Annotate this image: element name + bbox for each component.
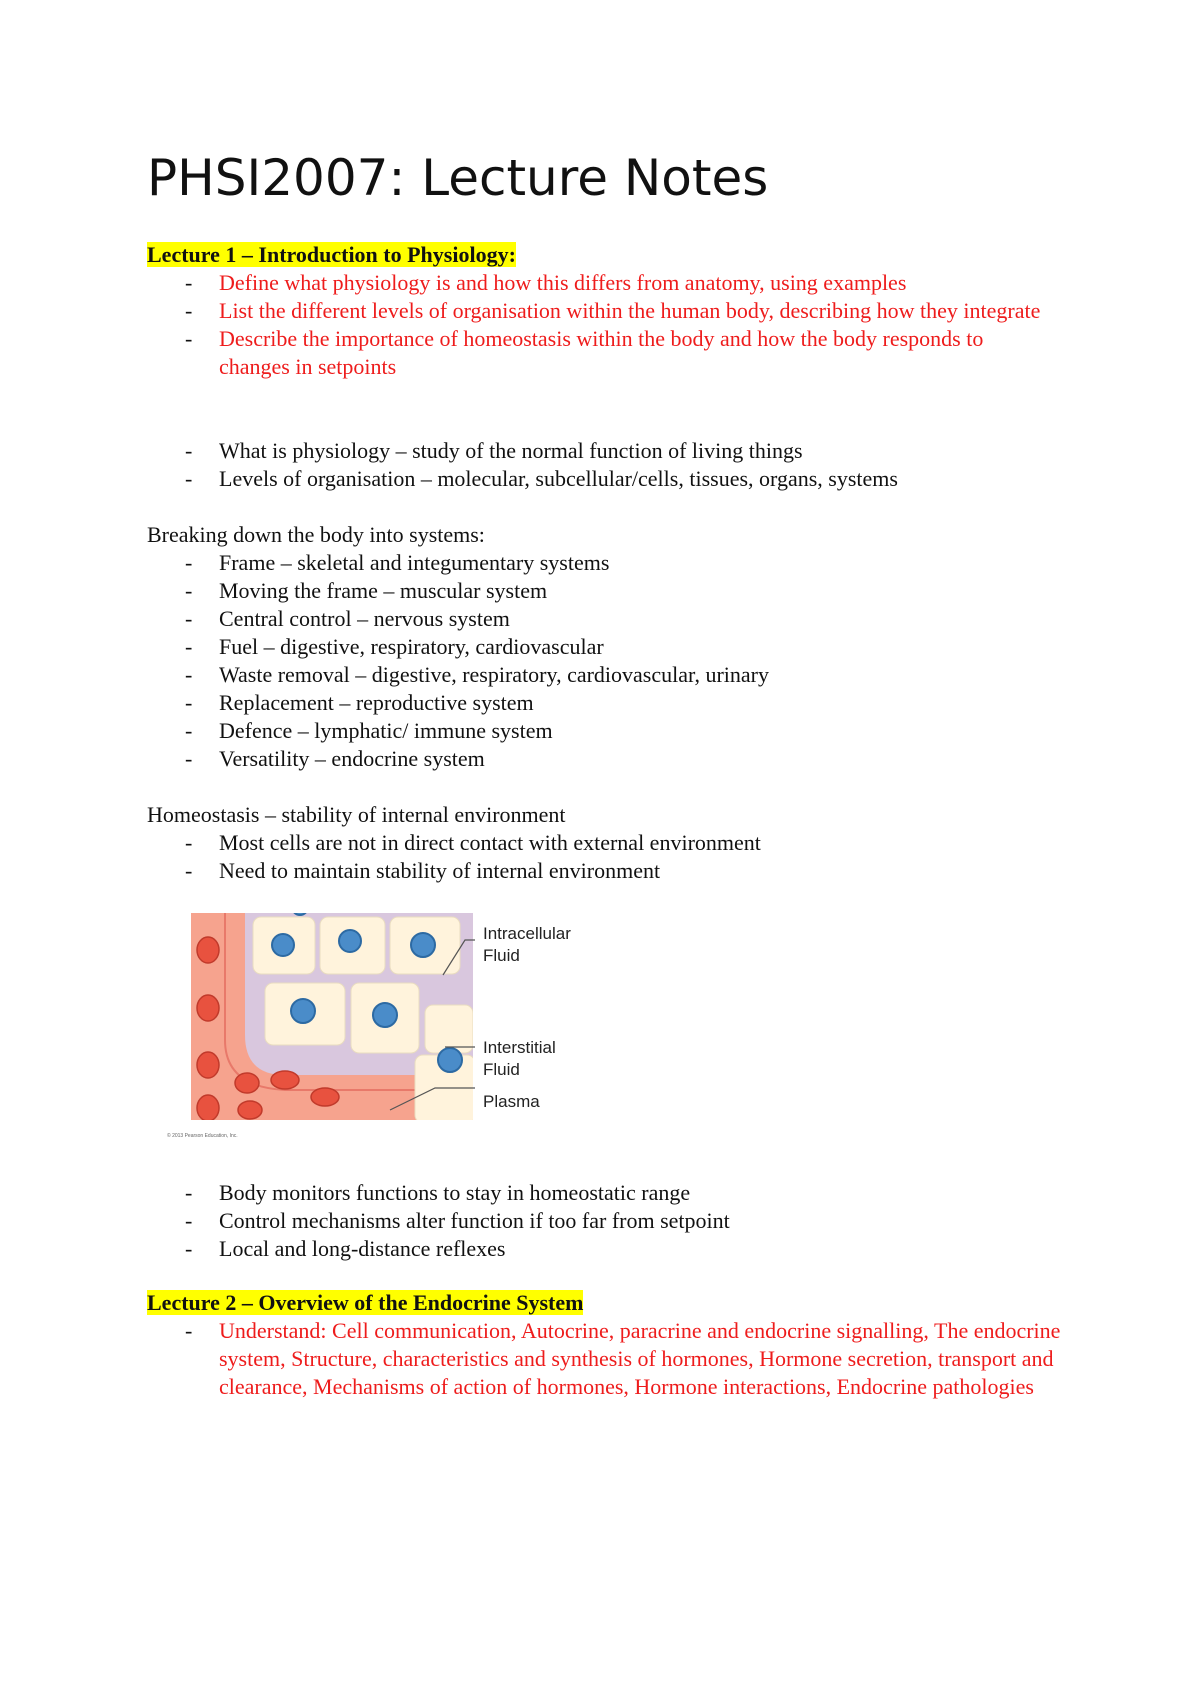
list-item: - Replacement – reproductive system — [147, 689, 1047, 717]
definitions-list — [147, 437, 1047, 493]
figure-panel — [191, 875, 475, 1123]
systems-intro: Breaking down the body into systems: — [147, 522, 485, 547]
list-item: - Central control – nervous system — [147, 605, 1047, 633]
list-item: - Control mechanisms alter function if too far from setpoint — [147, 1207, 1047, 1235]
control-list — [147, 1179, 1047, 1263]
interstitial-label-2: Fluid — [483, 1060, 520, 1079]
intracellular-label: Intracellular — [483, 924, 571, 943]
intracellular-label-2: Fluid — [483, 946, 520, 965]
figure-copyright: © 2013 Pearson Education, Inc. — [167, 1133, 238, 1139]
homeostasis-list — [147, 829, 1047, 885]
list-item: - Defence – lymphatic/ immune system — [147, 717, 1047, 745]
page-title: PHSI2007: Lecture Notes — [147, 149, 769, 207]
fluid-compartments-figure — [167, 905, 675, 1145]
lecture-2-objectives — [147, 1317, 1067, 1401]
list-item: - Local and long-distance reflexes — [147, 1235, 1047, 1263]
lecture-1-objectives — [147, 269, 1047, 381]
list-item: - What is physiology – study of the normal function of living things — [147, 437, 1047, 465]
plasma-label: Plasma — [483, 1092, 540, 1111]
lecture-2-heading-text: Lecture 2 – Overview of the Endocrine System — [147, 1290, 584, 1315]
list-item: - Body monitors functions to stay in homeostatic range — [147, 1179, 1047, 1207]
list-item: - Fuel – digestive, respiratory, cardiovascular — [147, 633, 1047, 661]
list-item: - Frame – skeletal and integumentary systems — [147, 549, 1047, 577]
systems-list — [147, 549, 1047, 773]
list-item: - Need to maintain stability of internal environment — [147, 857, 1047, 885]
objective-item: - Understand: Cell communication, Autocrine, paracrine and endocrine signalling, The endocrine system, Structure, characteristics and synthesis of hormones, Hormone secretion, transport and clearance, Mechanisms of action of hormones, Hormone interactions, Endocrine pathologies — [147, 1317, 1067, 1401]
lecture-2-heading — [147, 1289, 583, 1317]
objective-item: - Describe the importance of homeostasis within the body and how the body responds to changes in setpoints — [147, 325, 1047, 381]
list-item: - Most cells are not in direct contact with external environment — [147, 829, 1047, 857]
list-item: - Versatility – endocrine system — [147, 745, 1047, 773]
objective-item: - List the different levels of organisation within the human body, describing how they integrate — [147, 297, 1047, 325]
lecture-1-heading — [147, 241, 516, 269]
objective-item: - Define what physiology is and how this differs from anatomy, using examples — [147, 269, 1047, 297]
list-item: - Moving the frame – muscular system — [147, 577, 1047, 605]
lecture-1-heading-text: Lecture 1 – Introduction to Physiology: — [147, 242, 516, 267]
list-item: - Levels of organisation – molecular, subcellular/cells, tissues, organs, systems — [147, 465, 1047, 493]
list-item: - Waste removal – digestive, respiratory, cardiovascular, urinary — [147, 661, 1047, 689]
interstitial-label: Interstitial — [483, 1038, 556, 1057]
homeostasis-intro: Homeostasis – stability of internal environment — [147, 802, 566, 827]
